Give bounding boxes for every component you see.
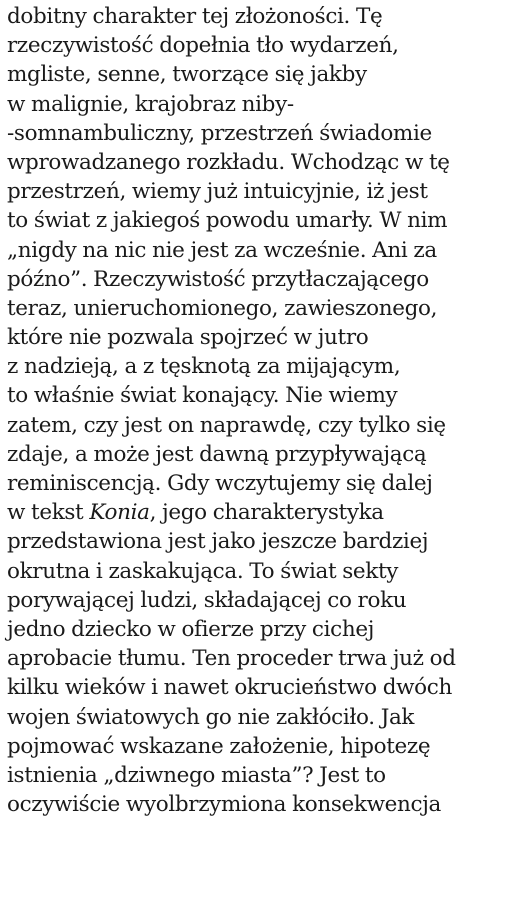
text-line-with-title [7, 498, 512, 527]
text-line: istnienia „dziwnego miasta”? Jest to [7, 762, 386, 788]
text-line: aprobacie tłumu. Ten proceder trwa już od [7, 646, 456, 672]
text-line: które nie pozwala spojrzeć w jutro [7, 325, 369, 351]
text-line: kilku wieków i nawet okrucieństwo dwóch [7, 675, 452, 701]
text-line: „nigdy na nic nie jest za wcześnie. Ani za [7, 237, 437, 263]
text-line: -somnambuliczny, przestrzeń świadomie [7, 120, 432, 146]
text-line: jedno dziecko w ofierze przy cichej [7, 616, 375, 642]
text-line: pojmować wskazane założenie, hipotezę [7, 733, 431, 759]
text-line: wojen światowych go nie zakłóciło. Jak [7, 704, 415, 730]
text-page [7, 2, 512, 819]
text-line: rzeczywistość dopełnia tło wydarzeń, [7, 33, 399, 59]
text-line: reminiscencją. Gdy wczytujemy się dalej [7, 471, 433, 496]
text-line: późno”. Rzeczywistość przytłaczającego [7, 266, 429, 292]
text-span: w tekst [7, 500, 90, 526]
text-span: , jego charakterystyka [149, 500, 384, 526]
text-line: porywającej ludzi, składającej co roku [7, 587, 407, 613]
text-line: przedstawiona jest jako jeszcze bardziej [7, 529, 429, 555]
text-line: z nadzieją, a z tęsknotą za mijającym, [7, 354, 401, 380]
book-title: Konia [89, 500, 150, 526]
text-line: w malignie, krajobraz niby- [7, 91, 294, 117]
text-line: zdaje, a może jest dawną przypływającą [7, 441, 427, 467]
text-line: zatem, czy jest on naprawdę, czy tylko się [7, 412, 446, 438]
text-line: dobitny charakter tej złożoności. Tę [7, 4, 383, 29]
text-line: to świat z jakiegoś powodu umarły. W nim [7, 208, 448, 234]
text-line: wprowadzanego rozkładu. Wchodząc w tę [7, 149, 450, 175]
text-line: to właśnie świat konający. Nie wiemy [7, 383, 398, 409]
text-line: teraz, unieruchomionego, zawieszonego, [7, 295, 438, 321]
text-line: przestrzeń, wiemy już intuicyjnie, iż jest [7, 179, 428, 205]
text-line: okrutna i zaskakująca. To świat sekty [7, 558, 399, 584]
text-line: mgliste, senne, tworzące się jakby [7, 62, 367, 88]
text-line: oczywiście wyolbrzymiona konsekwencja [7, 792, 441, 818]
